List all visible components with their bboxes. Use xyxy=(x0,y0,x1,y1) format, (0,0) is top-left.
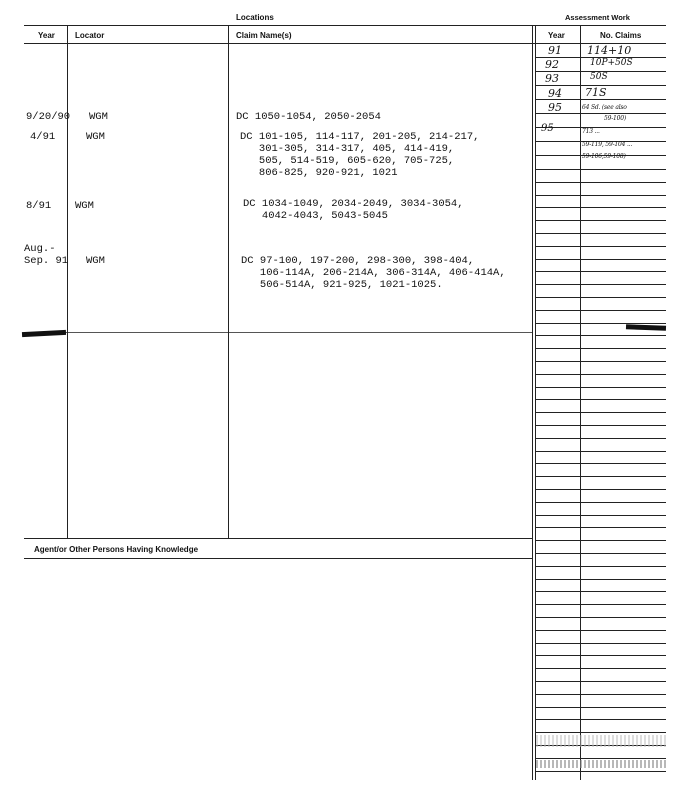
assessment-rule xyxy=(536,617,666,618)
aw-claims-6-cont: 59-119, 59-104 ... xyxy=(582,141,633,148)
location-locator-2: WGM xyxy=(86,131,105,143)
aw-claims-5: 64 Sd. (see also xyxy=(582,104,627,111)
year-locator-divider xyxy=(67,25,68,538)
assessment-rule xyxy=(536,297,666,298)
assessment-rule xyxy=(536,271,666,272)
location-claims-3: DC 1034-1049, 2034-2049, 3034-3054, 4042-4043, 5043-5045 xyxy=(243,198,464,222)
location-claims-2: DC 101-105, 114-117, 201-205, 214-217, 301-305, 314-317, 405, 414-419, 505, 514-519, 605-620, 705-725, 806-825, 920-921, 1021 xyxy=(240,131,480,179)
aw-claims-5-cont: 59-100) xyxy=(604,115,627,122)
location-locator-3: WGM xyxy=(75,200,94,212)
assessment-rule xyxy=(536,540,666,541)
location-year-1: 9/20/90 xyxy=(26,111,71,123)
assessment-rule xyxy=(536,668,666,669)
assessment-rule xyxy=(536,719,666,720)
assessment-rule xyxy=(536,438,666,439)
locator-claims-divider xyxy=(228,25,229,538)
aw-year-1: 91 xyxy=(548,44,562,57)
assessment-rule xyxy=(536,182,666,183)
assessment-rule xyxy=(536,127,666,128)
assessment-rule xyxy=(536,348,666,349)
assessment-rule xyxy=(536,169,666,170)
assessment-rule xyxy=(536,335,666,336)
aw-year-5: 95 xyxy=(548,101,562,114)
aw-claims-6: 713 ... xyxy=(582,128,600,135)
agent-rule xyxy=(24,558,532,559)
aw-year-3: 93 xyxy=(545,72,559,85)
scan-noise-2 xyxy=(536,760,666,768)
aw-claims-1: 114+10 xyxy=(587,44,632,57)
assessment-rule xyxy=(536,387,666,388)
scan-noise xyxy=(536,735,666,747)
aw-year-2: 92 xyxy=(545,58,559,71)
assessment-rule xyxy=(536,732,666,733)
location-claims-1: DC 1050-1054, 2050-2054 xyxy=(236,111,381,123)
assessment-rule xyxy=(536,489,666,490)
agent-section-header: Agent/or Other Persons Having Knowledge xyxy=(34,545,199,554)
location-year-2: 4/91 xyxy=(30,131,56,143)
assessment-rule xyxy=(536,259,666,260)
assessment-rule xyxy=(536,566,666,567)
aw-claims-4: 71S xyxy=(585,86,607,99)
assessment-rule xyxy=(536,233,666,234)
assessment-rule xyxy=(536,643,666,644)
assessment-rule xyxy=(536,771,666,772)
assessment-rule xyxy=(536,758,666,759)
no-claims-column-header: No. Claims xyxy=(600,31,642,40)
assessment-rule xyxy=(536,655,666,656)
aw-left-divider xyxy=(532,25,533,780)
assessment-rule xyxy=(536,451,666,452)
aw-claims-6-cont-2: 59-106,59-108) xyxy=(582,153,626,160)
assessment-rule xyxy=(536,527,666,528)
assessment-rule xyxy=(536,502,666,503)
assessment-rule xyxy=(536,604,666,605)
assessment-rule xyxy=(536,361,666,362)
assessment-rule xyxy=(536,412,666,413)
aw-year-4: 94 xyxy=(548,87,562,100)
assessment-rule xyxy=(536,425,666,426)
assessment-rule xyxy=(536,220,666,221)
location-locator-1: WGM xyxy=(89,111,108,123)
assessment-rule xyxy=(536,591,666,592)
assessment-rule xyxy=(536,207,666,208)
year-column-header: Year xyxy=(38,31,55,40)
left-marker-stroke xyxy=(22,330,66,337)
assessment-rule xyxy=(536,310,666,311)
assessment-rule xyxy=(536,399,666,400)
aw-year-6: 95 xyxy=(541,123,554,134)
locations-bottom-rule xyxy=(24,538,532,539)
assessment-rule xyxy=(536,681,666,682)
assessment-rule xyxy=(536,553,666,554)
dashed-rule xyxy=(24,332,532,333)
assessment-rule xyxy=(536,694,666,695)
aw-middle-divider xyxy=(580,25,581,780)
assessment-rule xyxy=(536,246,666,247)
assessment-rule xyxy=(536,707,666,708)
assessment-rule xyxy=(536,515,666,516)
top-rule xyxy=(24,25,666,26)
locator-column-header: Locator xyxy=(75,31,105,40)
claim-names-column-header: Claim Name(s) xyxy=(236,31,292,40)
assessment-rule xyxy=(536,476,666,477)
assessment-work-header: Assessment Work xyxy=(565,13,630,22)
assessment-rule xyxy=(536,195,666,196)
assessment-rule xyxy=(536,630,666,631)
location-locator-4: WGM xyxy=(86,255,105,267)
assessment-rule xyxy=(536,323,666,324)
location-year-3: 8/91 xyxy=(26,200,52,212)
aw-left-divider-2 xyxy=(535,25,536,780)
location-claims-4: DC 97-100, 197-200, 298-300, 398-404, 106-114A, 206-214A, 306-314A, 406-414A, 506-514A, 921-925, 1021-1025. xyxy=(241,255,506,291)
right-marker-stroke xyxy=(626,324,666,330)
locations-header: Locations xyxy=(236,13,274,22)
assessment-rule xyxy=(536,284,666,285)
aw-claims-3: 50S xyxy=(590,72,608,82)
assessment-rule xyxy=(536,579,666,580)
assessment-rule xyxy=(536,463,666,464)
assessment-rule xyxy=(536,374,666,375)
header-rule xyxy=(24,43,666,44)
aw-claims-2: 10P+50S xyxy=(590,58,633,68)
location-year-4: Aug.- Sep. 91 xyxy=(24,243,69,267)
aw-year-column-header: Year xyxy=(548,31,565,40)
